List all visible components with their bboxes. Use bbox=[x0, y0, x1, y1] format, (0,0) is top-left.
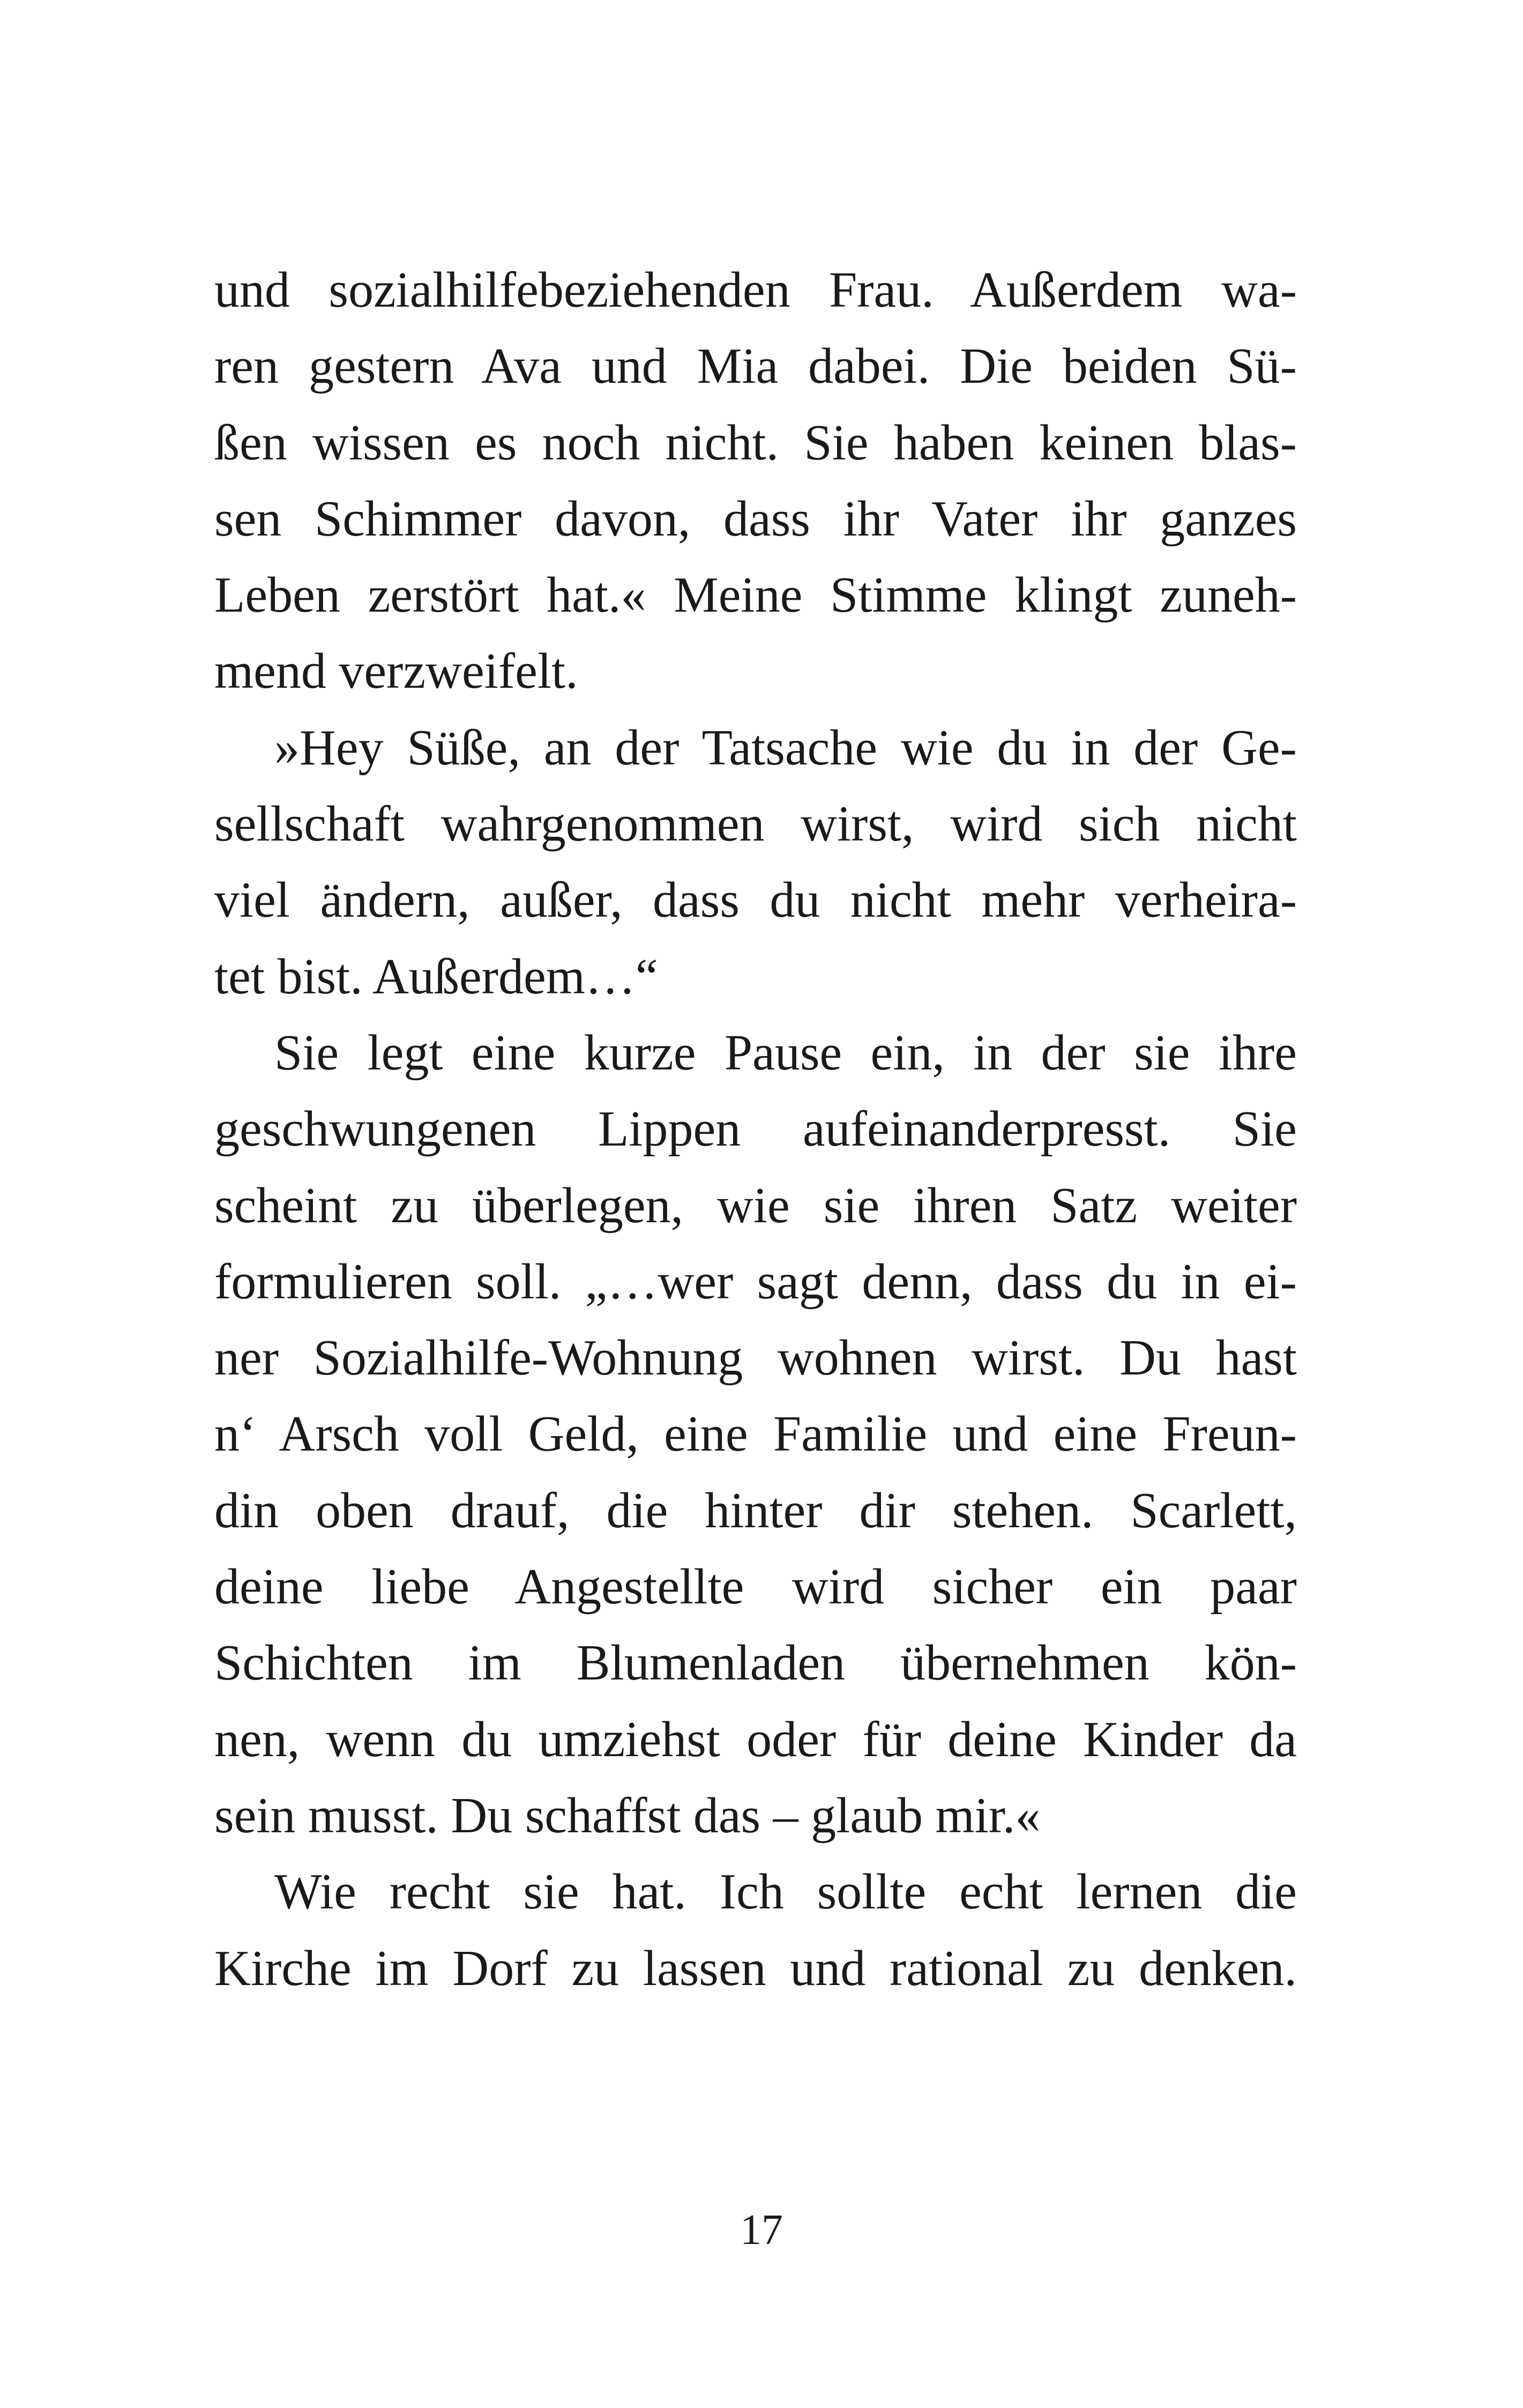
text-line: formulieren soll. „…wer sagt denn, dass du in ei- bbox=[214, 1253, 1297, 1310]
text-line: Wie recht sie hat. Ich sollte echt lernen die bbox=[274, 1864, 1297, 1920]
text-line: tet bist. Außerdem…“ bbox=[214, 948, 658, 1005]
text-line: und sozialhilfebeziehenden Frau. Außerdem wa- bbox=[214, 262, 1297, 318]
text-line: geschwungenen Lippen aufeinanderpresst. Sie bbox=[214, 1101, 1297, 1157]
text-line: ßen wissen es noch nicht. Sie haben keinen blas- bbox=[214, 414, 1297, 471]
text-line: mend verzweifelt. bbox=[214, 643, 578, 700]
text-line: nen, wenn du umziehst oder für deine Kinder da bbox=[214, 1711, 1297, 1767]
text-line: ren gestern Ava und Mia dabei. Die beiden Sü- bbox=[214, 338, 1297, 395]
text-line: sein musst. Du schaffst das – glaub mir.« bbox=[214, 1787, 1041, 1844]
text-line: »Hey Süße, an der Tatsache wie du in der Ge- bbox=[274, 719, 1297, 776]
text-line: deine liebe Angestellte wird sicher ein paar bbox=[214, 1559, 1297, 1615]
text-line: Schichten im Blumenladen übernehmen kön- bbox=[214, 1635, 1297, 1691]
text-line: Sie legt eine kurze Pause ein, in der sie ihre bbox=[274, 1024, 1297, 1081]
page-number: 17 bbox=[740, 2206, 783, 2254]
text-line: scheint zu überlegen, wie sie ihren Satz weiter bbox=[214, 1177, 1297, 1233]
text-line: viel ändern, außer, dass du nicht mehr verheira- bbox=[214, 872, 1297, 928]
body-text bbox=[214, 252, 1297, 2006]
text-line: ner Sozialhilfe-Wohnung wohnen wirst. Du hast bbox=[214, 1330, 1297, 1386]
text-line: n‘ Arsch voll Geld, eine Familie und eine Freun- bbox=[214, 1406, 1297, 1462]
text-line: Leben zerstört hat.« Meine Stimme klingt zuneh- bbox=[214, 567, 1297, 623]
text-line: Kirche im Dorf zu lassen und rational zu denken. bbox=[214, 1940, 1297, 1996]
text-line: sellschaft wahrgenommen wirst, wird sich nicht bbox=[214, 796, 1297, 852]
text-line: din oben drauf, die hinter dir stehen. Scarlett, bbox=[214, 1482, 1297, 1539]
text-line: sen Schimmer davon, dass ihr Vater ihr ganzes bbox=[214, 490, 1297, 547]
